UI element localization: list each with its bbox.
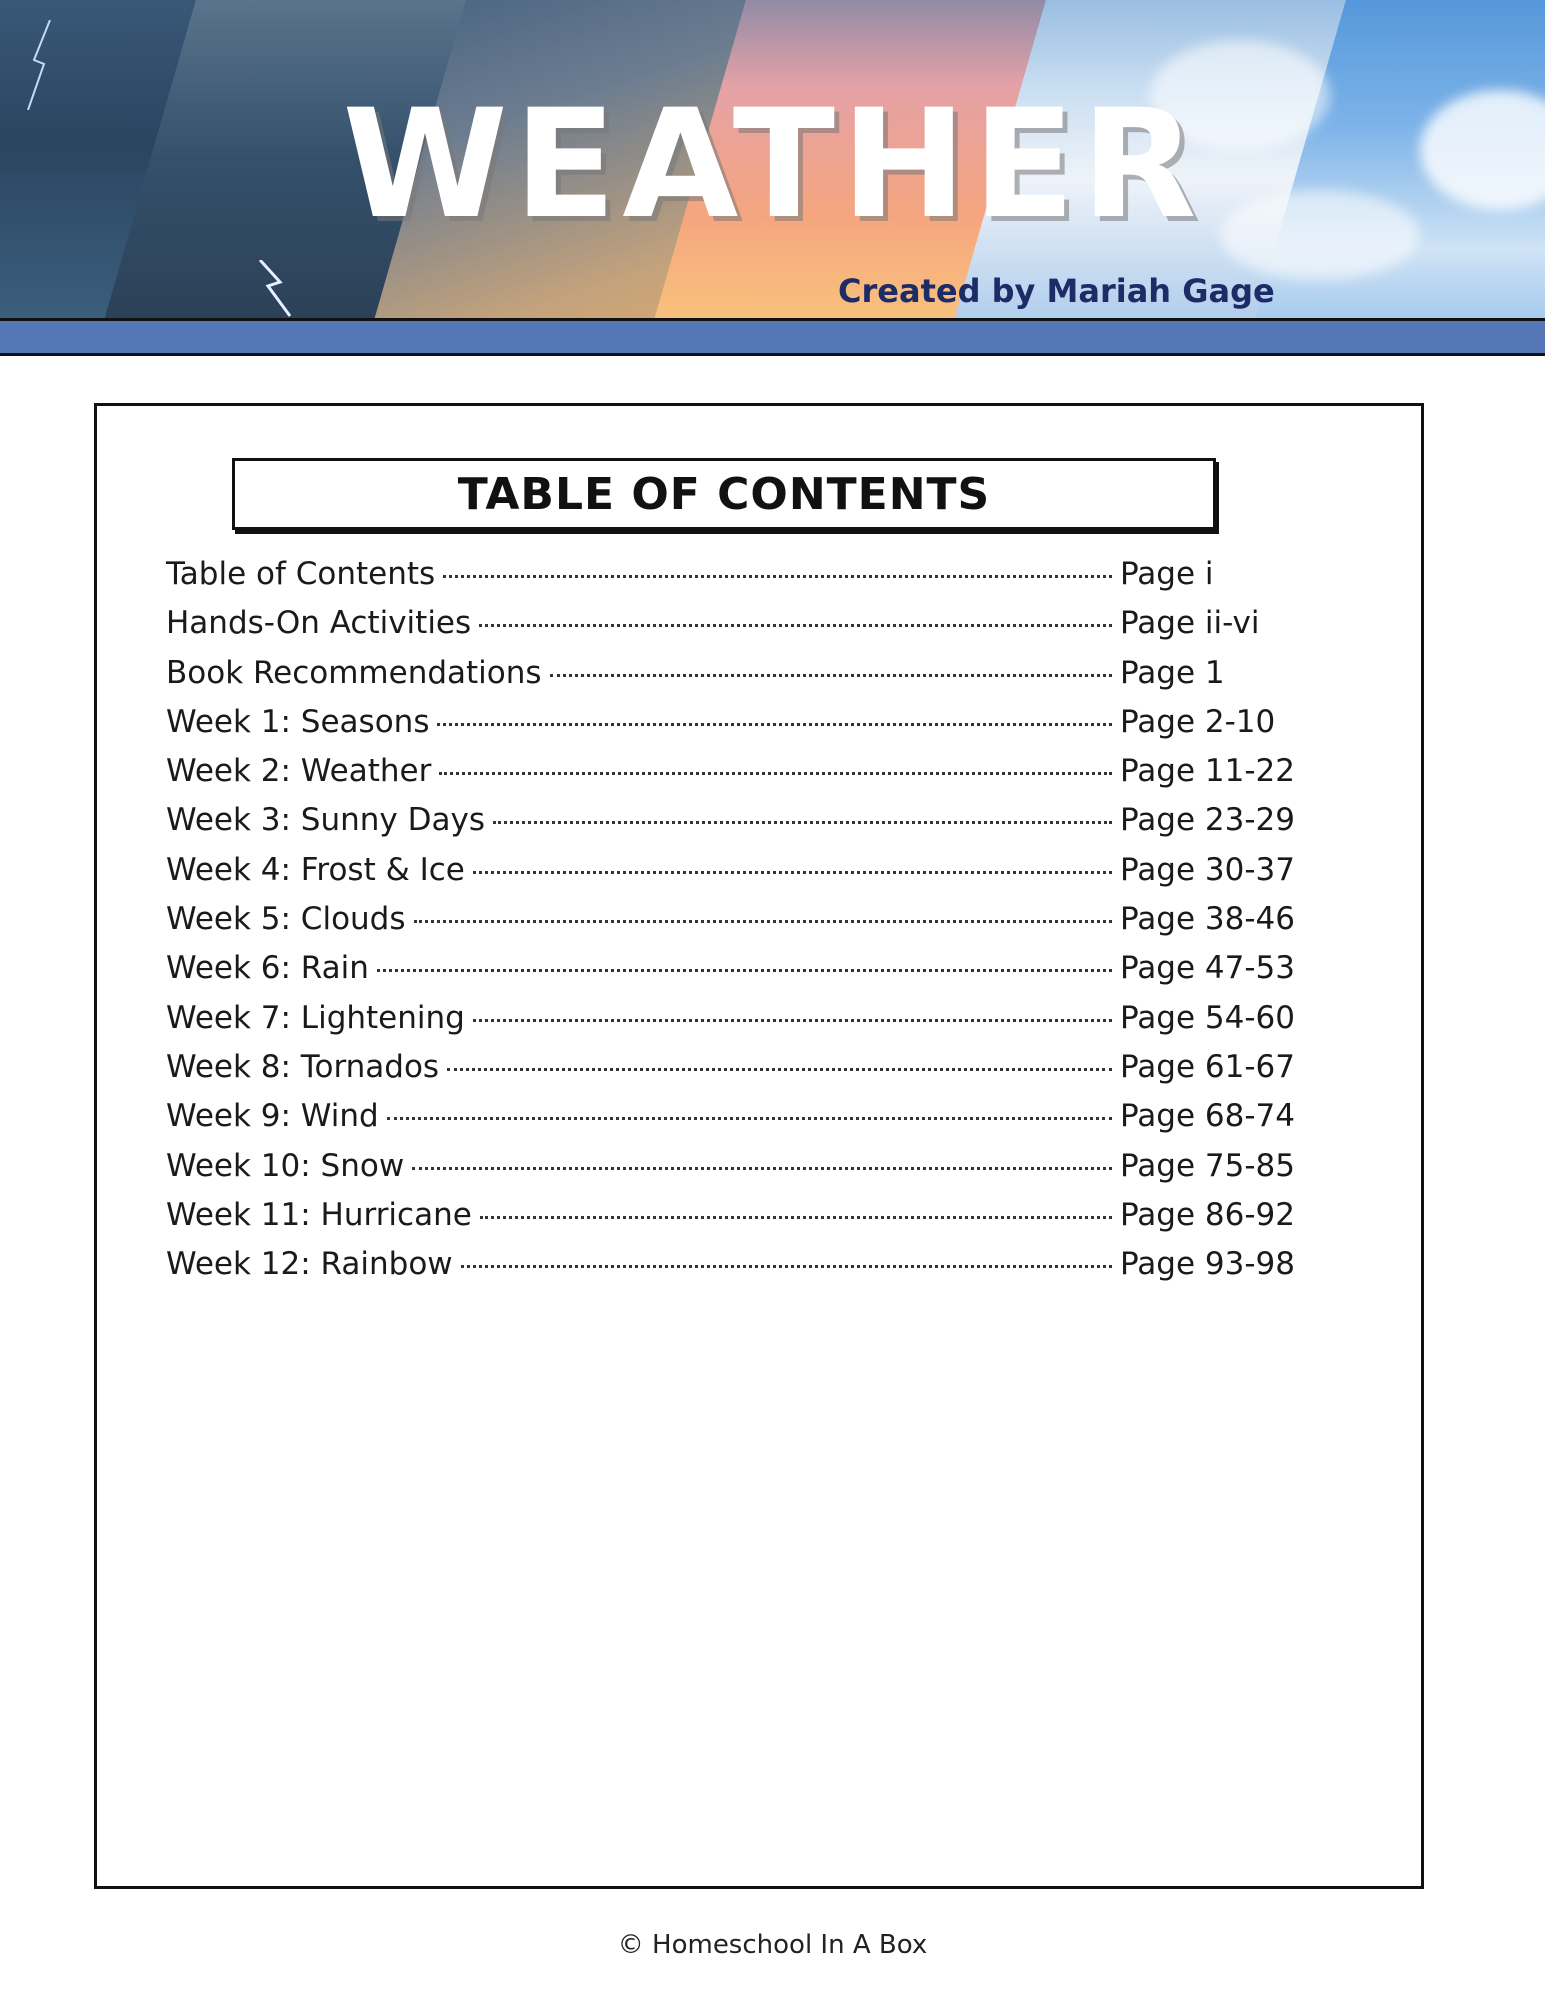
header-divider-band xyxy=(0,318,1545,356)
toc-entry xyxy=(166,950,1316,999)
leader-dots xyxy=(473,871,1112,874)
toc-entry-title: Week 8: Tornados xyxy=(166,1048,440,1085)
toc-entry xyxy=(166,655,1316,704)
leader-dots xyxy=(473,1019,1112,1022)
toc-entry-title: Week 6: Rain xyxy=(166,950,369,987)
leader-dots xyxy=(414,920,1112,923)
toc-entry-page: Page 2-10 xyxy=(1120,703,1276,740)
toc-entry xyxy=(166,901,1316,950)
lightning-icon xyxy=(250,260,310,320)
leader-dots xyxy=(550,674,1112,677)
toc-entry xyxy=(166,802,1316,851)
toc-entry xyxy=(166,605,1316,654)
toc-entry-title: Book Recommendations xyxy=(166,654,542,691)
toc-heading: TABLE OF CONTENTS xyxy=(457,469,991,520)
toc-entry-page: Page 47-53 xyxy=(1120,950,1295,987)
toc-entry-page: Page 86-92 xyxy=(1120,1196,1295,1233)
leader-dots xyxy=(377,969,1112,972)
leader-dots xyxy=(443,575,1112,578)
toc-list xyxy=(166,556,1316,1295)
toc-entry-page: Page 38-46 xyxy=(1120,901,1295,938)
toc-entry-page: Page 54-60 xyxy=(1120,999,1295,1036)
copyright-footer: © Homeschool In A Box xyxy=(617,1930,928,1960)
toc-entry-page: Page 75-85 xyxy=(1120,1147,1295,1184)
toc-entry-title: Week 11: Hurricane xyxy=(166,1196,472,1233)
toc-entry xyxy=(166,1197,1316,1246)
leader-dots xyxy=(447,1068,1112,1071)
toc-entry-page: Page 1 xyxy=(1120,654,1225,691)
toc-entry xyxy=(166,1246,1316,1295)
toc-entry-page: Page ii-vi xyxy=(1120,605,1260,642)
toc-entry-page: Page 30-37 xyxy=(1120,851,1295,888)
toc-entry-title: Table of Contents xyxy=(166,556,436,592)
toc-entry xyxy=(166,556,1316,605)
leader-dots xyxy=(479,624,1112,627)
toc-entry-page: Page 61-67 xyxy=(1120,1048,1295,1085)
leader-dots xyxy=(387,1117,1112,1120)
toc-entry-page: Page 11-22 xyxy=(1120,753,1295,790)
toc-entry xyxy=(166,1000,1316,1049)
leader-dots xyxy=(437,723,1112,726)
toc-entry-page: Page 23-29 xyxy=(1120,802,1295,839)
toc-entry-title: Week 2: Weather xyxy=(166,753,432,790)
toc-entry-page: Page 68-74 xyxy=(1120,1098,1295,1135)
toc-entry-title: Week 12: Rainbow xyxy=(166,1246,453,1283)
leader-dots xyxy=(461,1265,1112,1268)
leader-dots xyxy=(493,821,1112,824)
toc-heading-box xyxy=(232,458,1216,530)
toc-entry-title: Week 1: Seasons xyxy=(166,703,430,740)
toc-entry xyxy=(166,704,1316,753)
toc-entry-title: Week 10: Snow xyxy=(166,1147,405,1184)
toc-entry xyxy=(166,1098,1316,1147)
toc-entry-title: Week 9: Wind xyxy=(166,1098,379,1135)
header-banner xyxy=(0,0,1545,320)
toc-entry-page: Page i xyxy=(1120,556,1214,592)
leader-dots xyxy=(412,1167,1112,1170)
toc-entry-title: Week 4: Frost & Ice xyxy=(166,851,465,888)
toc-entry-title: Week 3: Sunny Days xyxy=(166,802,485,839)
toc-entry-title: Hands-On Activities xyxy=(166,605,472,642)
toc-entry-page: Page 93-98 xyxy=(1120,1246,1295,1283)
toc-entry xyxy=(166,753,1316,802)
leader-dots xyxy=(480,1216,1112,1219)
toc-entry xyxy=(166,1148,1316,1197)
toc-entry-title: Week 7: Lightening xyxy=(166,999,465,1036)
toc-entry xyxy=(166,852,1316,901)
author-byline: Created by Mariah Gage xyxy=(838,272,1275,310)
leader-dots xyxy=(439,772,1112,775)
banner-title: WEATHER xyxy=(342,78,1203,252)
toc-entry xyxy=(166,1049,1316,1098)
toc-entry-title: Week 5: Clouds xyxy=(166,901,406,938)
